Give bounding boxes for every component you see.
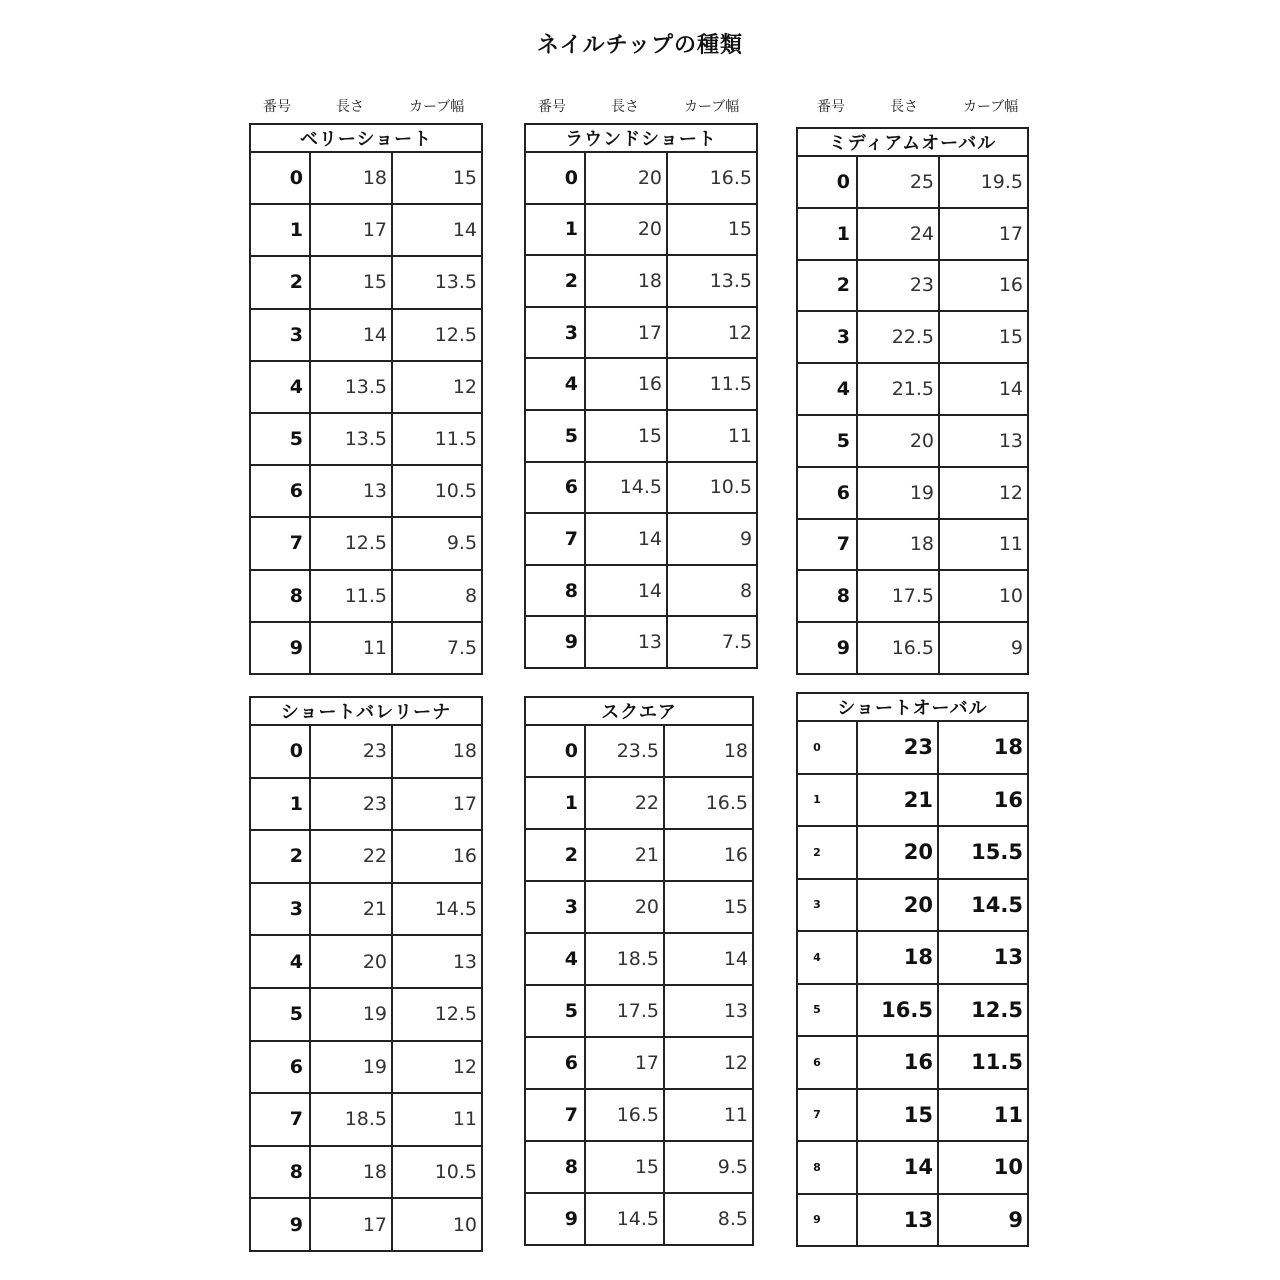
chip-number: 5 <box>525 410 585 462</box>
chip-curve-width: 10.5 <box>392 1146 482 1199</box>
chip-curve-width: 8.5 <box>664 1193 753 1245</box>
chip-number: 6 <box>797 467 857 519</box>
chip-curve-width: 9 <box>939 622 1028 674</box>
chip-length: 17 <box>310 1198 392 1251</box>
chip-curve-width: 15 <box>667 204 757 256</box>
chip-number: 0 <box>797 721 857 774</box>
table-row <box>797 1194 1028 1247</box>
chip-number: 4 <box>525 933 585 985</box>
chip-length: 13.5 <box>310 361 392 413</box>
chip-length: 18 <box>585 255 667 307</box>
chip-length: 20 <box>585 881 664 933</box>
table-row <box>525 616 757 668</box>
chip-number: 3 <box>797 311 857 363</box>
chip-number: 6 <box>525 462 585 514</box>
chip-curve-width: 9.5 <box>392 517 482 569</box>
chip-length: 15 <box>857 1089 938 1142</box>
table-title: ショートバレリーナ <box>250 697 482 725</box>
table-row <box>525 985 753 1037</box>
table-row <box>250 465 482 517</box>
chip-curve-width: 13 <box>939 415 1028 467</box>
table-row <box>797 1089 1028 1142</box>
chip-number: 8 <box>797 570 857 622</box>
chip-length: 14 <box>857 1141 938 1194</box>
chip-number: 7 <box>525 513 585 565</box>
chip-length: 20 <box>585 204 667 256</box>
chip-length: 18 <box>857 931 938 984</box>
table-row <box>250 830 482 883</box>
chip-curve-width: 8 <box>392 570 482 622</box>
chip-length: 16 <box>585 358 667 410</box>
chip-curve-width: 9 <box>938 1194 1028 1247</box>
chip-number: 3 <box>525 307 585 359</box>
chip-length: 19 <box>310 1041 392 1094</box>
table-row <box>250 309 482 361</box>
chip-number: 2 <box>250 830 310 883</box>
table-row <box>250 570 482 622</box>
table-row <box>525 933 753 985</box>
chip-curve-width: 12 <box>392 1041 482 1094</box>
column-header-curve-width: カーブ幅 <box>684 99 740 115</box>
table-row <box>250 1146 482 1199</box>
chip-number: 6 <box>250 1041 310 1094</box>
chip-number: 1 <box>525 204 585 256</box>
chip-curve-width: 14.5 <box>938 879 1028 932</box>
table-row <box>525 410 757 462</box>
chip-length: 19 <box>310 988 392 1041</box>
chip-length: 16.5 <box>857 622 939 674</box>
chip-length: 16.5 <box>585 1089 664 1141</box>
chip-number: 2 <box>797 826 857 879</box>
chip-number: 7 <box>797 519 857 571</box>
table-row <box>797 931 1028 984</box>
chip-number: 6 <box>797 1036 857 1089</box>
chip-length: 14.5 <box>585 462 667 514</box>
table-row <box>797 260 1028 312</box>
chip-length: 14 <box>585 565 667 617</box>
chip-curve-width: 10.5 <box>392 465 482 517</box>
chip-curve-width: 10 <box>939 570 1028 622</box>
table-row <box>797 1036 1028 1089</box>
table-row <box>525 255 757 307</box>
chip-number: 8 <box>525 565 585 617</box>
chip-curve-width: 14 <box>392 204 482 256</box>
chip-curve-width: 13 <box>392 935 482 988</box>
nail-chip-table-short-oval <box>796 692 1029 1247</box>
chip-length: 20 <box>857 826 938 879</box>
chip-curve-width: 13 <box>938 931 1028 984</box>
chip-length: 21.5 <box>857 363 939 415</box>
table-row <box>250 1198 482 1251</box>
chip-number: 5 <box>797 415 857 467</box>
table-row <box>250 778 482 831</box>
table-row <box>797 311 1028 363</box>
column-header-number: 番号 <box>538 99 566 115</box>
chip-curve-width: 12.5 <box>938 984 1028 1037</box>
chip-curve-width: 18 <box>664 725 753 777</box>
chip-length: 22.5 <box>857 311 939 363</box>
chip-curve-width: 11 <box>667 410 757 462</box>
chip-curve-width: 13.5 <box>667 255 757 307</box>
chip-number: 7 <box>525 1089 585 1141</box>
chip-number: 2 <box>797 260 857 312</box>
table-row <box>250 725 482 778</box>
chip-curve-width: 12 <box>664 1037 753 1089</box>
chip-number: 4 <box>250 935 310 988</box>
chip-number: 8 <box>250 570 310 622</box>
chip-number: 2 <box>250 256 310 308</box>
chip-curve-width: 16 <box>664 829 753 881</box>
chip-curve-width: 12 <box>392 361 482 413</box>
chip-curve-width: 19.5 <box>939 156 1028 208</box>
chip-length: 23.5 <box>585 725 664 777</box>
column-header-length: 長さ <box>611 99 639 115</box>
chip-number: 0 <box>250 152 310 204</box>
chip-curve-width: 15.5 <box>938 826 1028 879</box>
chip-number: 9 <box>525 1193 585 1245</box>
page-title: ネイルチップの種類 <box>537 33 743 58</box>
chip-number: 7 <box>797 1089 857 1142</box>
chip-length: 17.5 <box>585 985 664 1037</box>
chip-curve-width: 14.5 <box>392 883 482 936</box>
chip-curve-width: 15 <box>664 881 753 933</box>
chip-length: 13 <box>857 1194 938 1247</box>
table-row <box>525 881 753 933</box>
table-title: ベリーショート <box>250 124 482 152</box>
chip-number: 3 <box>525 881 585 933</box>
chip-number: 2 <box>525 829 585 881</box>
chip-length: 13 <box>310 465 392 517</box>
table-row <box>525 152 757 204</box>
chip-length: 17 <box>310 204 392 256</box>
table-row <box>525 1089 753 1141</box>
nail-chip-table-round-short <box>524 123 758 669</box>
nail-chip-table-medium-oval <box>796 127 1029 675</box>
table-row <box>525 1037 753 1089</box>
chip-length: 23 <box>310 725 392 778</box>
chip-length: 20 <box>585 152 667 204</box>
chip-length: 18 <box>310 152 392 204</box>
chip-number: 4 <box>250 361 310 413</box>
nail-chip-table-very-short <box>249 123 483 675</box>
table-row <box>797 208 1028 260</box>
chip-length: 22 <box>585 777 664 829</box>
chip-length: 13.5 <box>310 413 392 465</box>
chip-length: 22 <box>310 830 392 883</box>
chip-length: 24 <box>857 208 939 260</box>
chip-length: 16.5 <box>857 984 938 1037</box>
chip-length: 20 <box>857 879 938 932</box>
chip-length: 14 <box>585 513 667 565</box>
chip-number: 6 <box>525 1037 585 1089</box>
table-row <box>525 204 757 256</box>
table-row <box>525 513 757 565</box>
table-row <box>525 1193 753 1245</box>
table-row <box>250 256 482 308</box>
chip-length: 15 <box>585 410 667 462</box>
chip-curve-width: 15 <box>939 311 1028 363</box>
table-row <box>250 517 482 569</box>
chip-curve-width: 11.5 <box>667 358 757 410</box>
chip-number: 0 <box>250 725 310 778</box>
chip-number: 0 <box>525 152 585 204</box>
chip-number: 3 <box>250 883 310 936</box>
chip-curve-width: 12.5 <box>392 988 482 1041</box>
chip-number: 0 <box>525 725 585 777</box>
chip-number: 1 <box>797 774 857 827</box>
chip-length: 15 <box>310 256 392 308</box>
table-row <box>525 777 753 829</box>
chip-length: 11.5 <box>310 570 392 622</box>
chip-number: 9 <box>250 622 310 674</box>
table-row <box>250 935 482 988</box>
table-row <box>797 1141 1028 1194</box>
table-row <box>250 361 482 413</box>
chip-curve-width: 9.5 <box>664 1141 753 1193</box>
chip-number: 8 <box>797 1141 857 1194</box>
chip-length: 18 <box>310 1146 392 1199</box>
chip-number: 1 <box>797 208 857 260</box>
chip-number: 9 <box>797 1194 857 1247</box>
column-header-length: 長さ <box>336 99 364 115</box>
chip-length: 18 <box>857 519 939 571</box>
table-row <box>797 774 1028 827</box>
chip-number: 2 <box>525 255 585 307</box>
table-row <box>250 883 482 936</box>
chip-number: 3 <box>797 879 857 932</box>
chip-number: 9 <box>250 1198 310 1251</box>
table-row <box>250 204 482 256</box>
table-title: スクエア <box>525 697 753 725</box>
chip-length: 13 <box>585 616 667 668</box>
chip-length: 14 <box>310 309 392 361</box>
table-row <box>797 622 1028 674</box>
column-header-number: 番号 <box>817 99 845 115</box>
chip-length: 21 <box>310 883 392 936</box>
chip-curve-width: 11.5 <box>392 413 482 465</box>
chip-length: 16 <box>857 1036 938 1089</box>
chip-curve-width: 13.5 <box>392 256 482 308</box>
column-header-curve-width: カーブ幅 <box>963 99 1019 115</box>
chip-length: 12.5 <box>310 517 392 569</box>
chip-curve-width: 12 <box>939 467 1028 519</box>
table-row <box>797 984 1028 1037</box>
table-row <box>797 467 1028 519</box>
table-row <box>797 156 1028 208</box>
chip-number: 4 <box>797 931 857 984</box>
table-row <box>250 1093 482 1146</box>
chip-curve-width: 11 <box>392 1093 482 1146</box>
chip-curve-width: 18 <box>392 725 482 778</box>
table-row <box>525 307 757 359</box>
chip-number: 5 <box>797 984 857 1037</box>
chip-number: 1 <box>250 204 310 256</box>
chip-number: 3 <box>250 309 310 361</box>
chip-curve-width: 9 <box>667 513 757 565</box>
table-row <box>250 1041 482 1094</box>
chip-length: 18.5 <box>585 933 664 985</box>
chip-length: 11 <box>310 622 392 674</box>
table-row <box>250 152 482 204</box>
chip-number: 6 <box>250 465 310 517</box>
table-row <box>797 363 1028 415</box>
chip-length: 14.5 <box>585 1193 664 1245</box>
chip-curve-width: 16 <box>392 830 482 883</box>
chip-curve-width: 8 <box>667 565 757 617</box>
chip-number: 8 <box>250 1146 310 1199</box>
nail-chip-table-short-ballerina <box>249 696 483 1252</box>
table-row <box>797 826 1028 879</box>
table-row <box>797 415 1028 467</box>
column-header-length: 長さ <box>890 99 918 115</box>
chip-length: 25 <box>857 156 939 208</box>
chip-number: 8 <box>525 1141 585 1193</box>
chip-curve-width: 10 <box>392 1198 482 1251</box>
chip-number: 4 <box>797 363 857 415</box>
nail-chip-table-square <box>524 696 754 1246</box>
chip-length: 19 <box>857 467 939 519</box>
table-row <box>250 988 482 1041</box>
chip-curve-width: 18 <box>938 721 1028 774</box>
chip-number: 5 <box>525 985 585 1037</box>
chip-curve-width: 11 <box>664 1089 753 1141</box>
column-header-number: 番号 <box>263 99 291 115</box>
chip-number: 5 <box>250 988 310 1041</box>
chip-length: 17.5 <box>857 570 939 622</box>
chip-curve-width: 12.5 <box>392 309 482 361</box>
chip-curve-width: 14 <box>664 933 753 985</box>
table-row <box>525 565 757 617</box>
table-title: ラウンドショート <box>525 124 757 152</box>
table-row <box>797 570 1028 622</box>
chip-curve-width: 7.5 <box>667 616 757 668</box>
chip-number: 4 <box>525 358 585 410</box>
table-row <box>525 725 753 777</box>
chip-curve-width: 12 <box>667 307 757 359</box>
table-row <box>525 462 757 514</box>
table-row <box>525 1141 753 1193</box>
chip-curve-width: 11.5 <box>938 1036 1028 1089</box>
table-row <box>250 413 482 465</box>
chip-curve-width: 7.5 <box>392 622 482 674</box>
chip-curve-width: 17 <box>392 778 482 831</box>
chip-curve-width: 14 <box>939 363 1028 415</box>
chip-curve-width: 16 <box>939 260 1028 312</box>
chip-length: 18.5 <box>310 1093 392 1146</box>
chip-length: 20 <box>857 415 939 467</box>
table-row <box>250 622 482 674</box>
chip-number: 9 <box>525 616 585 668</box>
table-title: ミディアムオーバル <box>797 128 1028 156</box>
chip-curve-width: 15 <box>392 152 482 204</box>
chip-curve-width: 13 <box>664 985 753 1037</box>
chip-length: 23 <box>310 778 392 831</box>
chip-number: 7 <box>250 1093 310 1146</box>
table-row <box>797 879 1028 932</box>
chip-length: 20 <box>310 935 392 988</box>
table-title: ショートオーバル <box>797 693 1028 721</box>
chip-curve-width: 16.5 <box>667 152 757 204</box>
chip-number: 1 <box>525 777 585 829</box>
table-row <box>797 721 1028 774</box>
table-row <box>797 519 1028 571</box>
column-header-curve-width: カーブ幅 <box>409 99 465 115</box>
table-row <box>525 829 753 881</box>
chip-length: 15 <box>585 1141 664 1193</box>
chip-curve-width: 11 <box>939 519 1028 571</box>
chip-length: 21 <box>585 829 664 881</box>
chip-curve-width: 11 <box>938 1089 1028 1142</box>
chip-number: 1 <box>250 778 310 831</box>
chip-length: 17 <box>585 1037 664 1089</box>
chip-number: 7 <box>250 517 310 569</box>
chip-curve-width: 10.5 <box>667 462 757 514</box>
chip-number: 0 <box>797 156 857 208</box>
chip-length: 23 <box>857 260 939 312</box>
chip-length: 21 <box>857 774 938 827</box>
chip-length: 23 <box>857 721 938 774</box>
chip-curve-width: 16 <box>938 774 1028 827</box>
table-row <box>525 358 757 410</box>
chip-number: 9 <box>797 622 857 674</box>
chip-length: 17 <box>585 307 667 359</box>
chip-curve-width: 10 <box>938 1141 1028 1194</box>
chip-curve-width: 17 <box>939 208 1028 260</box>
chip-number: 5 <box>250 413 310 465</box>
chip-curve-width: 16.5 <box>664 777 753 829</box>
